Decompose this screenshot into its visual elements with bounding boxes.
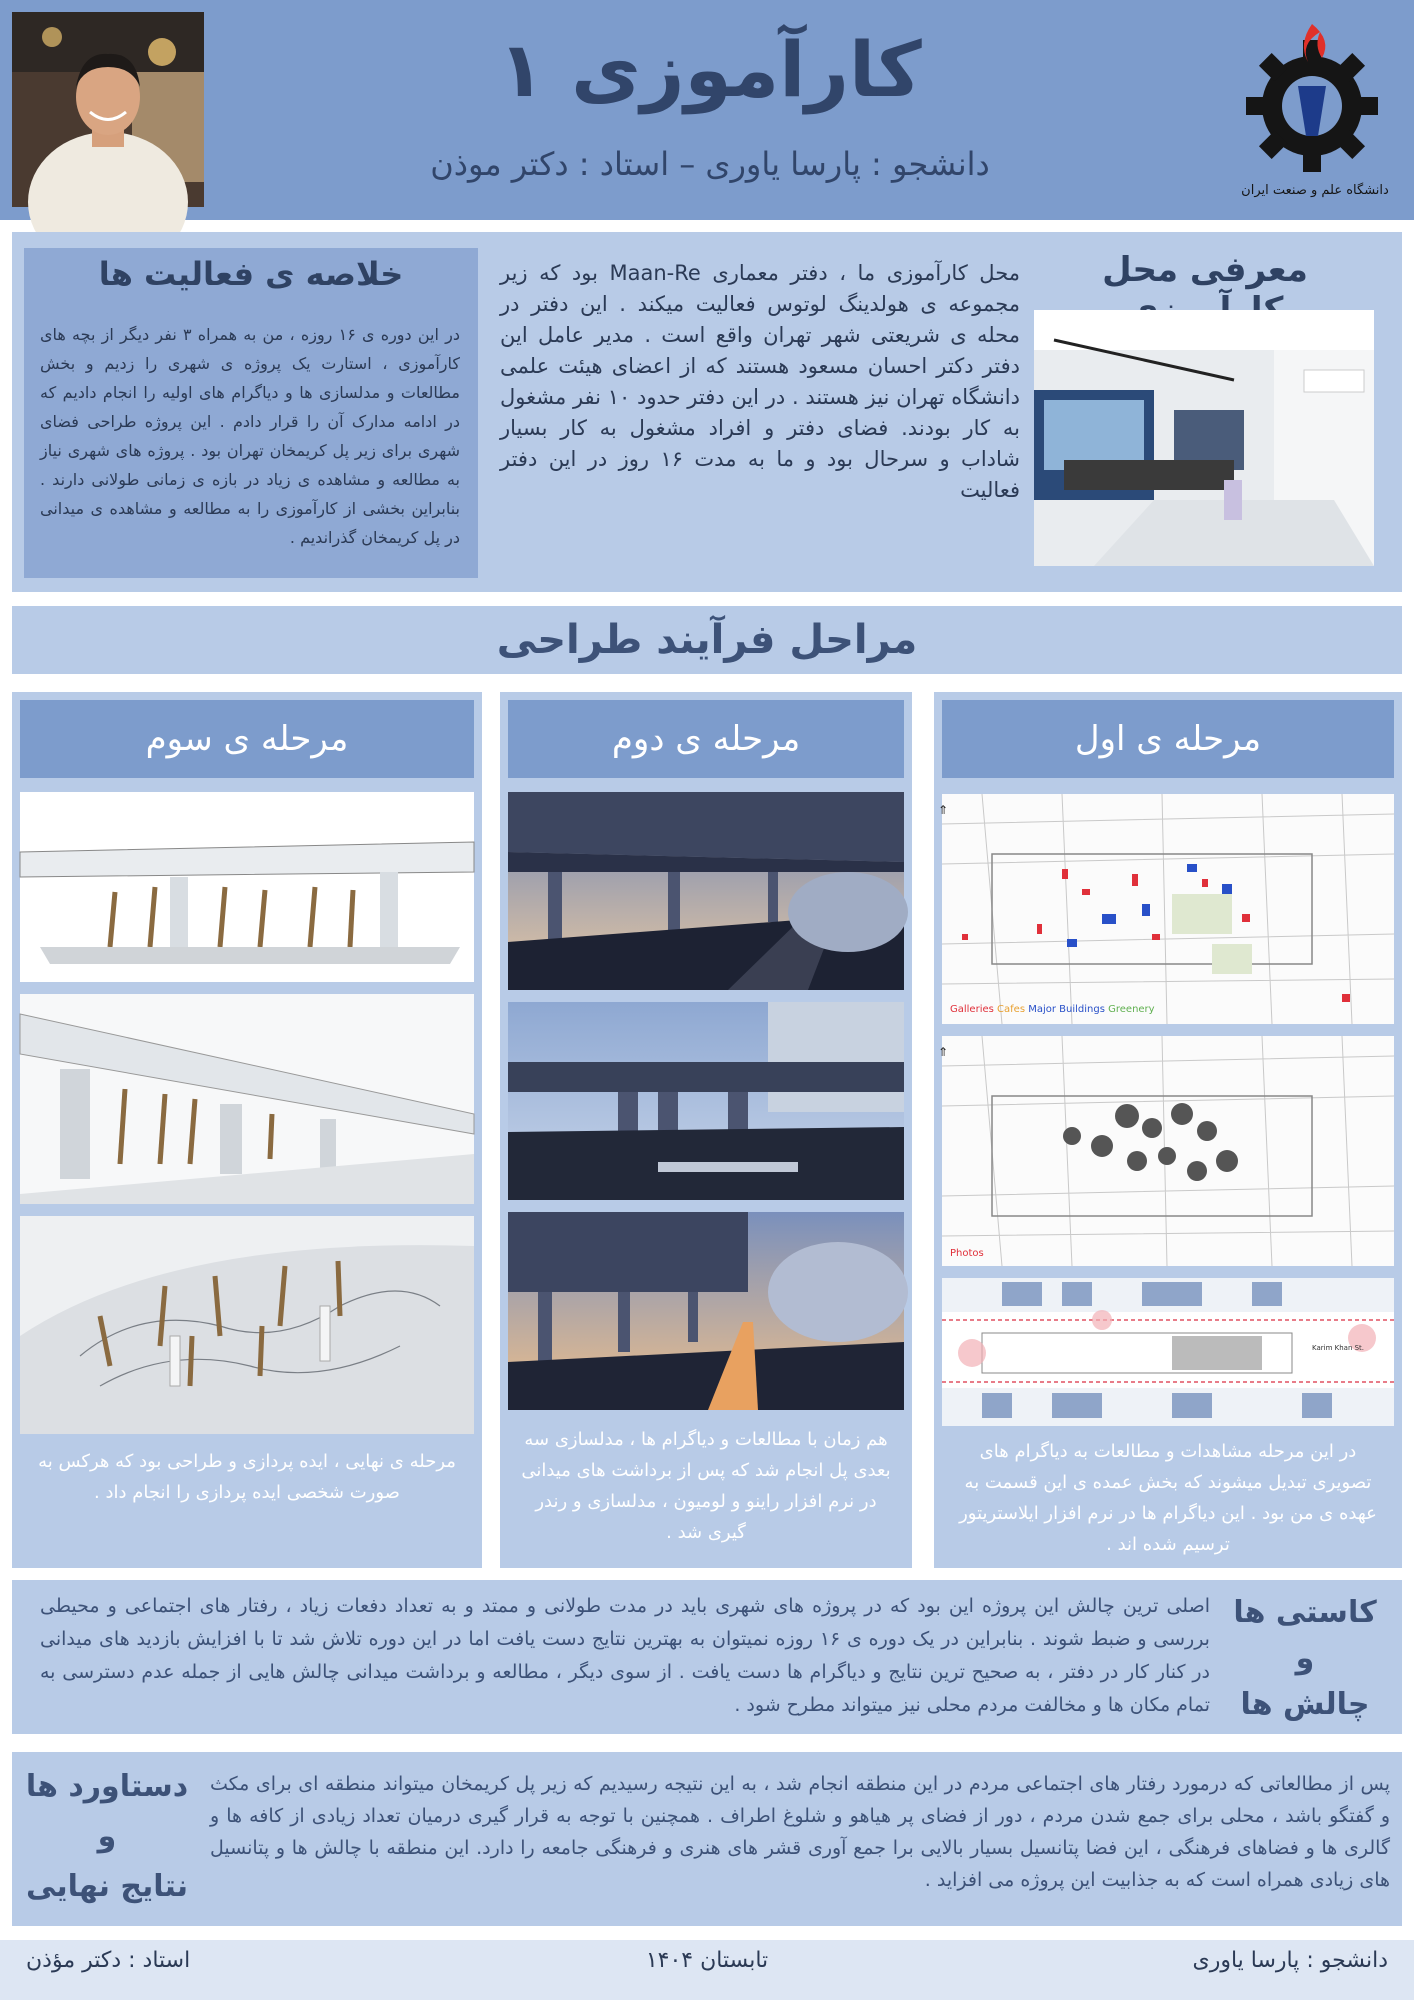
process-title: مراحل فرآیند طراحی bbox=[496, 617, 918, 663]
footer-professor: استاد : دکتر مؤذن bbox=[26, 1948, 191, 1973]
legend-greenery: Greenery bbox=[1108, 1004, 1155, 1015]
stage1-column bbox=[934, 692, 1402, 1568]
stage3-column bbox=[12, 692, 482, 1568]
results-label bbox=[22, 1762, 192, 1912]
stage3-model-3 bbox=[20, 1216, 474, 1434]
stage2-title: مرحله ی دوم bbox=[508, 700, 904, 778]
challenges-label bbox=[1220, 1590, 1390, 1728]
challenges-label-line1: کاستی ها bbox=[1233, 1595, 1377, 1630]
svg-text:⇑: ⇑ bbox=[937, 1045, 948, 1059]
stage3-model-1 bbox=[20, 792, 474, 982]
stage1-title: مرحله ی اول bbox=[942, 700, 1394, 778]
challenges-label-line3: چالش ها bbox=[1240, 1687, 1370, 1722]
stage2-render-1 bbox=[508, 792, 904, 990]
university-logo bbox=[1240, 14, 1390, 199]
intro-text: محل کارآموزی ما ، دفتر معماری Maan-Re بود که زیر مجموعه ی هولدینگ لوتوس فعالیت میکند . این دفتر در محله ی شریعتی شهر تهران واقع است . مدیر عامل این دفتر دکتر احسان مسعود هستند که از اعضای هیئت علمی دانشگاه تهران نیز هستند . در این دفتر حدود ۱۰ نفر مشغول به کار بودند. فضای دفتر و افراد مشغول به کار بسیار شاداب و سرحال بود و ما به مدت ۱۶ روز در این دفتر فعالیت bbox=[500, 261, 1020, 502]
intro-title: معرفی محل bbox=[1102, 250, 1308, 290]
stage2-text: هم زمان با مطالعات و دیاگرام ها ، مدلسازی سه بعدی پل انجام شد که پس از برداشت های میدانی در نرم افزار راینو و لومیون ، مدلسازی و رندر گیری شد . bbox=[521, 1429, 891, 1543]
stage3-model-2 bbox=[20, 994, 474, 1204]
stage2-render-3 bbox=[508, 1212, 904, 1410]
results-label-line2: و bbox=[97, 1819, 117, 1854]
photos-label: Photos bbox=[950, 1248, 984, 1259]
legend-galleries: Galleries bbox=[950, 1004, 994, 1015]
office-photo bbox=[1034, 310, 1374, 566]
svg-text:⇑: ⇑ bbox=[937, 803, 948, 817]
legend-cafes: Cafes bbox=[997, 1004, 1026, 1015]
stage1-legend bbox=[950, 1004, 1155, 1015]
stage1-map-photos bbox=[937, 1036, 1394, 1266]
stage3-text: مرحله ی نهایی ، ایده پردازی و طراحی بود که هرکس به صورت شخصی ایده پردازی را انجام داد . bbox=[38, 1451, 456, 1503]
student-photo bbox=[12, 12, 204, 207]
results-text: پس از مطالعاتی که درمورد رفتار های اجتماعی مردم در این منطقه انجام شد ، به این نتیجه رسیدیم که زیر پل کریمخان میتواند منطقه ای برای مکث و گفتگو باشد ، محلی برای جمع شدن مردم ، دور از فضای پر هیاهو و شلوغ اطراف . همچنین با توجه به قرار گیری درمیان تعداد زیادی از کافه ها و گالری ها و فضاهای فرهنگی ، این فضا پتانسیل بسیار بالایی برا جمع آوری قشر های هنری و فرهنگی جامعه را دارد. این منطقه با چالش ها و پتانسیل های زیادی همراه است که به جذابیت این پروژه می افزاید . bbox=[210, 1773, 1390, 1891]
page-subtitle: دانشجو : پارسا یاوری – استاد : دکتر موذن bbox=[430, 145, 990, 183]
stage1-text: در این مرحله مشاهدات و مطالعات به دیاگرام های تصویری تبدیل میشوند که بخش عمده ی این قسمت به عهده ی من بود . این دیاگرام ها در نرم افزار ایلاستریتور ترسیم شده اند . bbox=[959, 1441, 1377, 1555]
summary-text: در این دوره ی ۱۶ روزه ، من به همراه ۳ نفر دیگر از بچه های کارآموزی ، استارت یک پروژه ی شهری را زدیم و بخش مطالعات و مدلسازی ها و دیاگرام های اولیه را انجام دادیم که در ادامه مدارک آن را قرار دادم . این پروژه طراحی فضای شهری برای زیر پل کریمخان تهران بود . پروژه های شهری نیاز به مطالعه و مشاهده ی زیاد در بازه ی زمانی طولانی دارند . بنابراین بخشی از کارآموزی را به مطالعه و مشاهده ی میدانی در پل کریمخان گذراندیم . bbox=[40, 325, 460, 547]
challenges-text: اصلی ترین چالش این پروژه این بود که در پروژه های شهری باید در مدت طولانی و ممتد و به تعداد دفعات زیاد ، رفتار های اجتماعی و محیطی بررسی و ضبط شوند . بنابراین در یک دوره ی ۱۶ روزه نمیتوان به بهترین نتایج دست یافت اما در این دوره تلاش شد تا با افزایش بازدید های میدانی در کنار کار در دفتر ، به صحیح ترین نتایج و دیاگرام ها دست یافت . از سوی دیگر ، مطالعه و برداشت میدانی چالش هایی از جمله عدم دسترسی به تمام مکان ها و مخالفت مردم محلی نیز میتواند مطرح شود . bbox=[40, 1595, 1210, 1716]
stage2-render-2 bbox=[508, 1002, 904, 1200]
stage1-street-plan bbox=[942, 1278, 1394, 1426]
legend-major-buildings: Major Buildings bbox=[1028, 1004, 1105, 1015]
stage1-map-functions bbox=[937, 794, 1394, 1024]
stage3-title: مرحله ی سوم bbox=[20, 700, 474, 778]
footer-term: تابستان ۱۴۰۴ bbox=[645, 1948, 769, 1973]
results-label-line3: نتایج نهایی bbox=[25, 1869, 189, 1904]
street-label: Karim Khan St. bbox=[1312, 1344, 1365, 1352]
results-label-line1: دستاورد ها bbox=[25, 1769, 189, 1804]
page-title: کارآموزی ۱ bbox=[498, 25, 922, 114]
summary-title: خلاصه ی فعالیت ها bbox=[98, 255, 404, 293]
challenges-label-line2: و bbox=[1295, 1641, 1315, 1676]
logo-text: دانشگاه علم و صنعت ایران bbox=[1241, 183, 1389, 198]
stage2-column bbox=[500, 692, 912, 1568]
footer-student: دانشجو : پارسا یاوری bbox=[1192, 1948, 1388, 1973]
